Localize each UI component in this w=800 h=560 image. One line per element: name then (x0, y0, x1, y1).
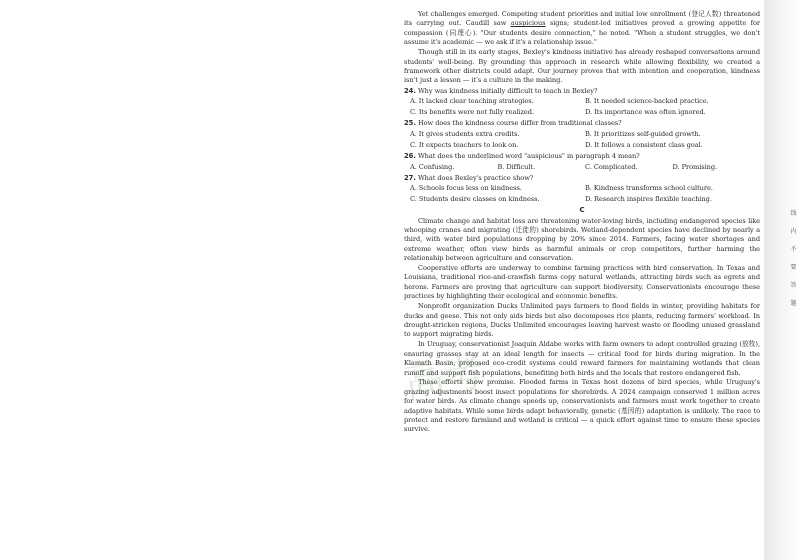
exam-page (404, 10, 760, 550)
question-stem (404, 87, 760, 96)
question-text: What does the underlined word "auspicious" in paragraph 4 mean? (417, 151, 640, 160)
question-number: 27. (404, 173, 416, 182)
passage-c-paragraph-4: In Uruguay, conservationist Joaquín Aldabe works with farm owners to adopt controlled grazing (放牧), ensuring grasses stay at an ideal length for insects — critical food for birds during migration. In the Klamath Basin, proposed eco-credit systems could reward farmers for maintaining wetlands that clean runoff and support fish populations, benefiting both birds and the locals that restore endangered fish. (404, 340, 760, 377)
passage-c-paragraph-1: Climate change and habitat loss are threatening water-loving birds, including endangered species like whooping cranes and migrating (迁徙的) shorebirds. Wetland-dependent species have declined by nearly a third, with water bird populations dropping by 20% since 2014. Farmers, facing water shortages and extreme weather, often view birds as harmful animals or crop competitors, further harming the relationship between agriculture and conservation. (404, 216, 760, 263)
p4-text-before: Yet challenges emerged. Competing student priorities and initial low enrollment (登记人数) threatened its carrying out. Caudill saw (404, 10, 760, 28)
option-d[interactable]: D. Its importance was often ignored. (585, 108, 706, 117)
question-number: 26. (404, 151, 416, 160)
option-d[interactable]: D. Promising. (672, 162, 718, 171)
option-c[interactable]: C. It expects teachers to look on. (410, 140, 519, 149)
question-26 (404, 152, 760, 172)
option-row (404, 184, 760, 193)
margin-note: 线内不要答题 (790, 210, 797, 307)
question-25 (404, 119, 760, 150)
passage-c-paragraph-5: These efforts show promise. Flooded farms in Texas host dozens of bird species, while Uruguay's grazing adjustments boost insect populations for shorebirds. A 2024 campaign conserved 1 million acres for water birds. As climate change speeds up, conservationists and farmers must work together to create adaptive habitats. While some birds adapt behaviorally, genetic (基因的) adaptation is unlikely. The race to protect and restore farmland and wetland is critical — a quick effort against time to ensure these species survive. (404, 378, 760, 434)
option-b[interactable]: B. Kindness transforms school culture. (585, 184, 713, 193)
option-a[interactable]: A. It lacked clear teaching strategies. (410, 97, 534, 106)
option-b[interactable]: B. Difficult. (497, 162, 536, 171)
question-stem (404, 119, 760, 128)
option-d[interactable]: D. It follows a consistent class goal. (585, 140, 703, 149)
option-c[interactable]: C. Its benefits were not fully realized. (410, 108, 534, 117)
question-text: How does the kindness course differ from traditional classes? (417, 119, 622, 128)
question-number: 24. (404, 86, 416, 95)
option-c[interactable]: C. Complicated. (585, 162, 638, 171)
question-27 (404, 174, 760, 205)
question-stem (404, 152, 760, 161)
watermark: 高考 (401, 349, 488, 407)
passage-c-paragraph-3: Nonprofit organization Ducks Unlimited pays farmers to flood fields in winter, providing habitats for ducks and geese. This not only aids birds but also decomposes rice plants, reducing farmers' workload. In drought-stricken regions, Ducks Unlimited encourages leaving harvest waste or flooding unused grassland to support migrating birds. (404, 302, 760, 339)
option-a[interactable]: A. Confusing. (410, 162, 455, 171)
option-c[interactable]: C. Students desire classes on kindness. (410, 195, 540, 204)
section-label: C (579, 206, 585, 215)
passage-b-paragraph-5: Though still in its early stages, Bexley's kindness initiative has already reshaped conversations around students' well-being. By grounding this approach in research while allowing flexibility, we created a framework other districts could adapt. Our journey proves that with intention and cooperation, kindness isn't just a lesson — it's a culture in the making. (404, 48, 760, 85)
underlined-word: auspicious (510, 19, 546, 28)
option-b[interactable]: B. It needed science-backed practice. (585, 97, 709, 106)
passage-c-body (404, 217, 760, 435)
option-a[interactable]: A. Schools focus less on kindness. (410, 184, 522, 193)
option-row (404, 130, 760, 139)
option-b[interactable]: B. It prioritizes self-guided growth. (585, 129, 701, 138)
question-number: 25. (404, 119, 416, 128)
option-a[interactable]: A. It gives students extra credits. (410, 129, 520, 138)
p4-text-after: signs; student-led initiatives proved a growing appetite for compassion (同理心). "Our students desire connection," he noted. "When a student struggles, we don't assume it's academic — we ask if it's a relationship issue." (404, 19, 760, 47)
option-row (404, 163, 760, 172)
option-d[interactable]: D. Research inspires flexible teaching. (585, 195, 712, 204)
question-24 (404, 87, 760, 118)
question-list (404, 87, 760, 205)
question-text: Why was kindness initially difficult to teach in Bexley? (417, 86, 598, 95)
passage-b-paragraph-4 (404, 10, 760, 48)
option-row (404, 141, 760, 150)
question-stem (404, 174, 760, 183)
passage-c-paragraph-2: Cooperative efforts are underway to combine farming practices with bird conservation. In Texas and Louisiana, traditional rice-and-crawfish farms copy natural wetlands, attracting birds such as egrets and herons. Farmers are proving that agriculture can support biodiversity. Conservationists encourage these practices by highlighting their ecological and economic benefits. (404, 264, 760, 301)
option-row (404, 108, 760, 117)
option-row (404, 195, 760, 204)
option-row (404, 97, 760, 106)
question-text: What does Bexley's practice show? (417, 173, 534, 182)
